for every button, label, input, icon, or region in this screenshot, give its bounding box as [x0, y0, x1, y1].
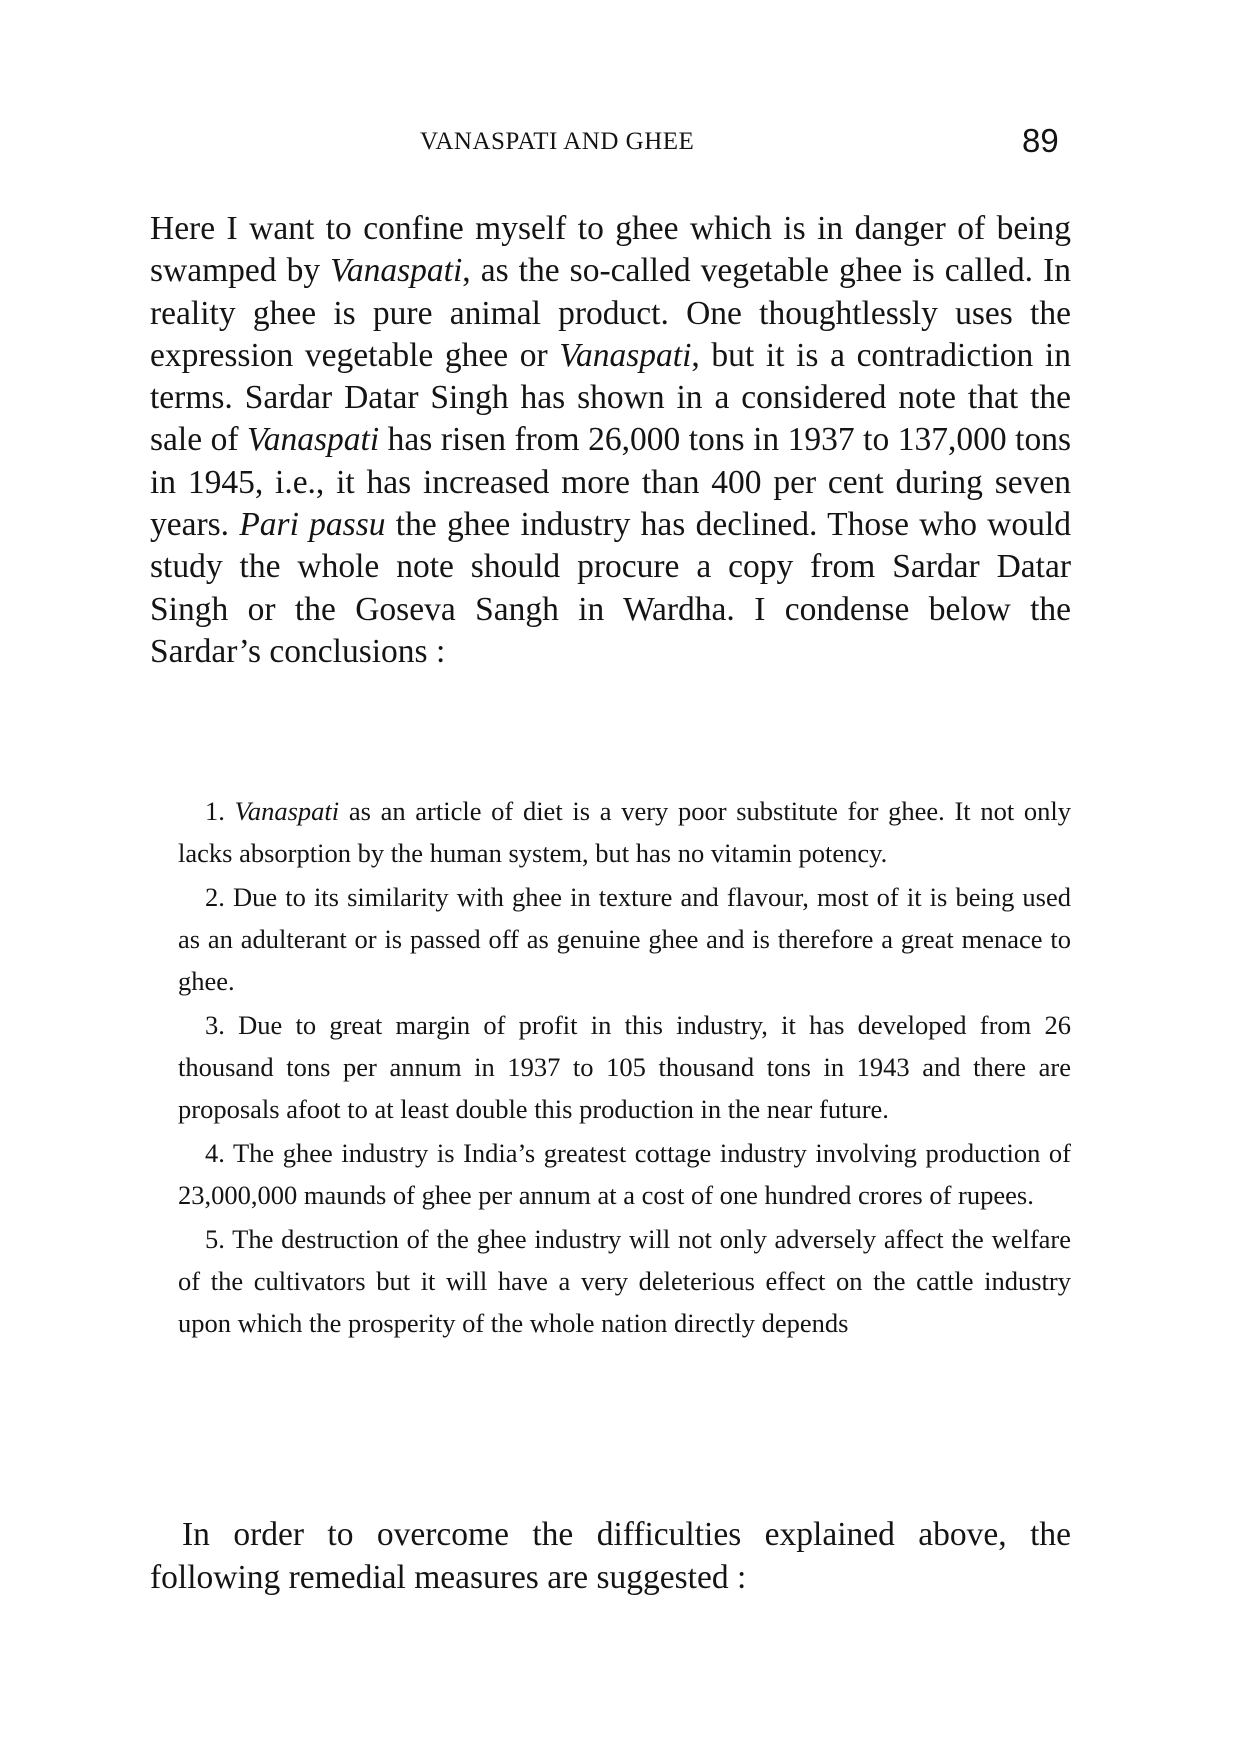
conclusions-list [178, 790, 1071, 1346]
intro-italic-term: Vanaspati [559, 336, 692, 374]
item-text: The destruction of the ghee industry will not only adversely affect the welfare of the cultivators but it will have a very deleterious effect on the cattle industry upon which the prosperity of the whole nation directly depends [178, 1224, 1071, 1338]
intro-italic-term: Pari passu [239, 506, 386, 544]
intro-text: the ghee industry has declined. Those who would study the whole note should procure a copy from Sardar Datar Singh or the Goseva Sangh in Wardha. I condense below the Sardar’s conclusions : [150, 506, 1071, 670]
running-title: VANASPATI AND GHEE [420, 128, 695, 155]
list-item [178, 876, 1071, 1002]
intro-text: , but it is a contradiction in terms. Sardar Datar Singh has shown in a considered note that the sale of [150, 336, 1071, 459]
item-italic-term: Vanaspati [234, 796, 340, 826]
item-number: 3. [205, 1010, 225, 1040]
item-number: 5. [205, 1224, 225, 1254]
item-number: 1. [205, 796, 225, 826]
intro-italic-term: Vanaspati [330, 252, 463, 290]
item-text: as an article of diet is a very poor substitute for ghee. It not only lacks absorption by the human system, but has no vitamin potency. [178, 796, 1072, 868]
list-item [178, 1004, 1071, 1130]
list-item [178, 790, 1071, 874]
closing-paragraph: In order to overcome the difficulties explained above, the following remedial measures are suggested : [150, 1516, 1071, 1596]
item-text: Due to great margin of profit in this industry, it has developed from 26 thousand tons per annum in 1937 to 105 thousand tons in 1943 and there are proposals afoot to at least double this production in the near future. [178, 1010, 1071, 1124]
list-item [178, 1218, 1071, 1344]
intro-paragraph [150, 208, 1071, 673]
item-number: 2. [205, 882, 225, 912]
intro-italic-term: Vanaspati [247, 421, 380, 459]
page-number: 89 [1022, 122, 1059, 159]
list-item [178, 1132, 1071, 1216]
intro-text: , as the so-called vegetable ghee is called. In reality ghee is pure animal product. One thoughtlessly uses the expression vegetable ghee or [150, 252, 1072, 374]
intro-text: Here I want to confine myself to ghee which is in danger of being swamped by [150, 210, 1071, 290]
intro-text: has risen from 26,000 tons in 1937 to 137,000 tons in 1945, i.e., it has increased more than 400 per cent during seven years. [150, 421, 1071, 544]
item-number: 4. [205, 1138, 225, 1168]
item-text: Due to its similarity with ghee in texture and flavour, most of it is being used as an adulterant or is passed off as genuine ghee and is therefore a great menace to ghee. [178, 882, 1071, 996]
item-text: The ghee industry is India’s greatest cottage industry involving production of 23,000,000 maunds of ghee per annum at a cost of one hundred crores of rupees. [178, 1138, 1071, 1210]
